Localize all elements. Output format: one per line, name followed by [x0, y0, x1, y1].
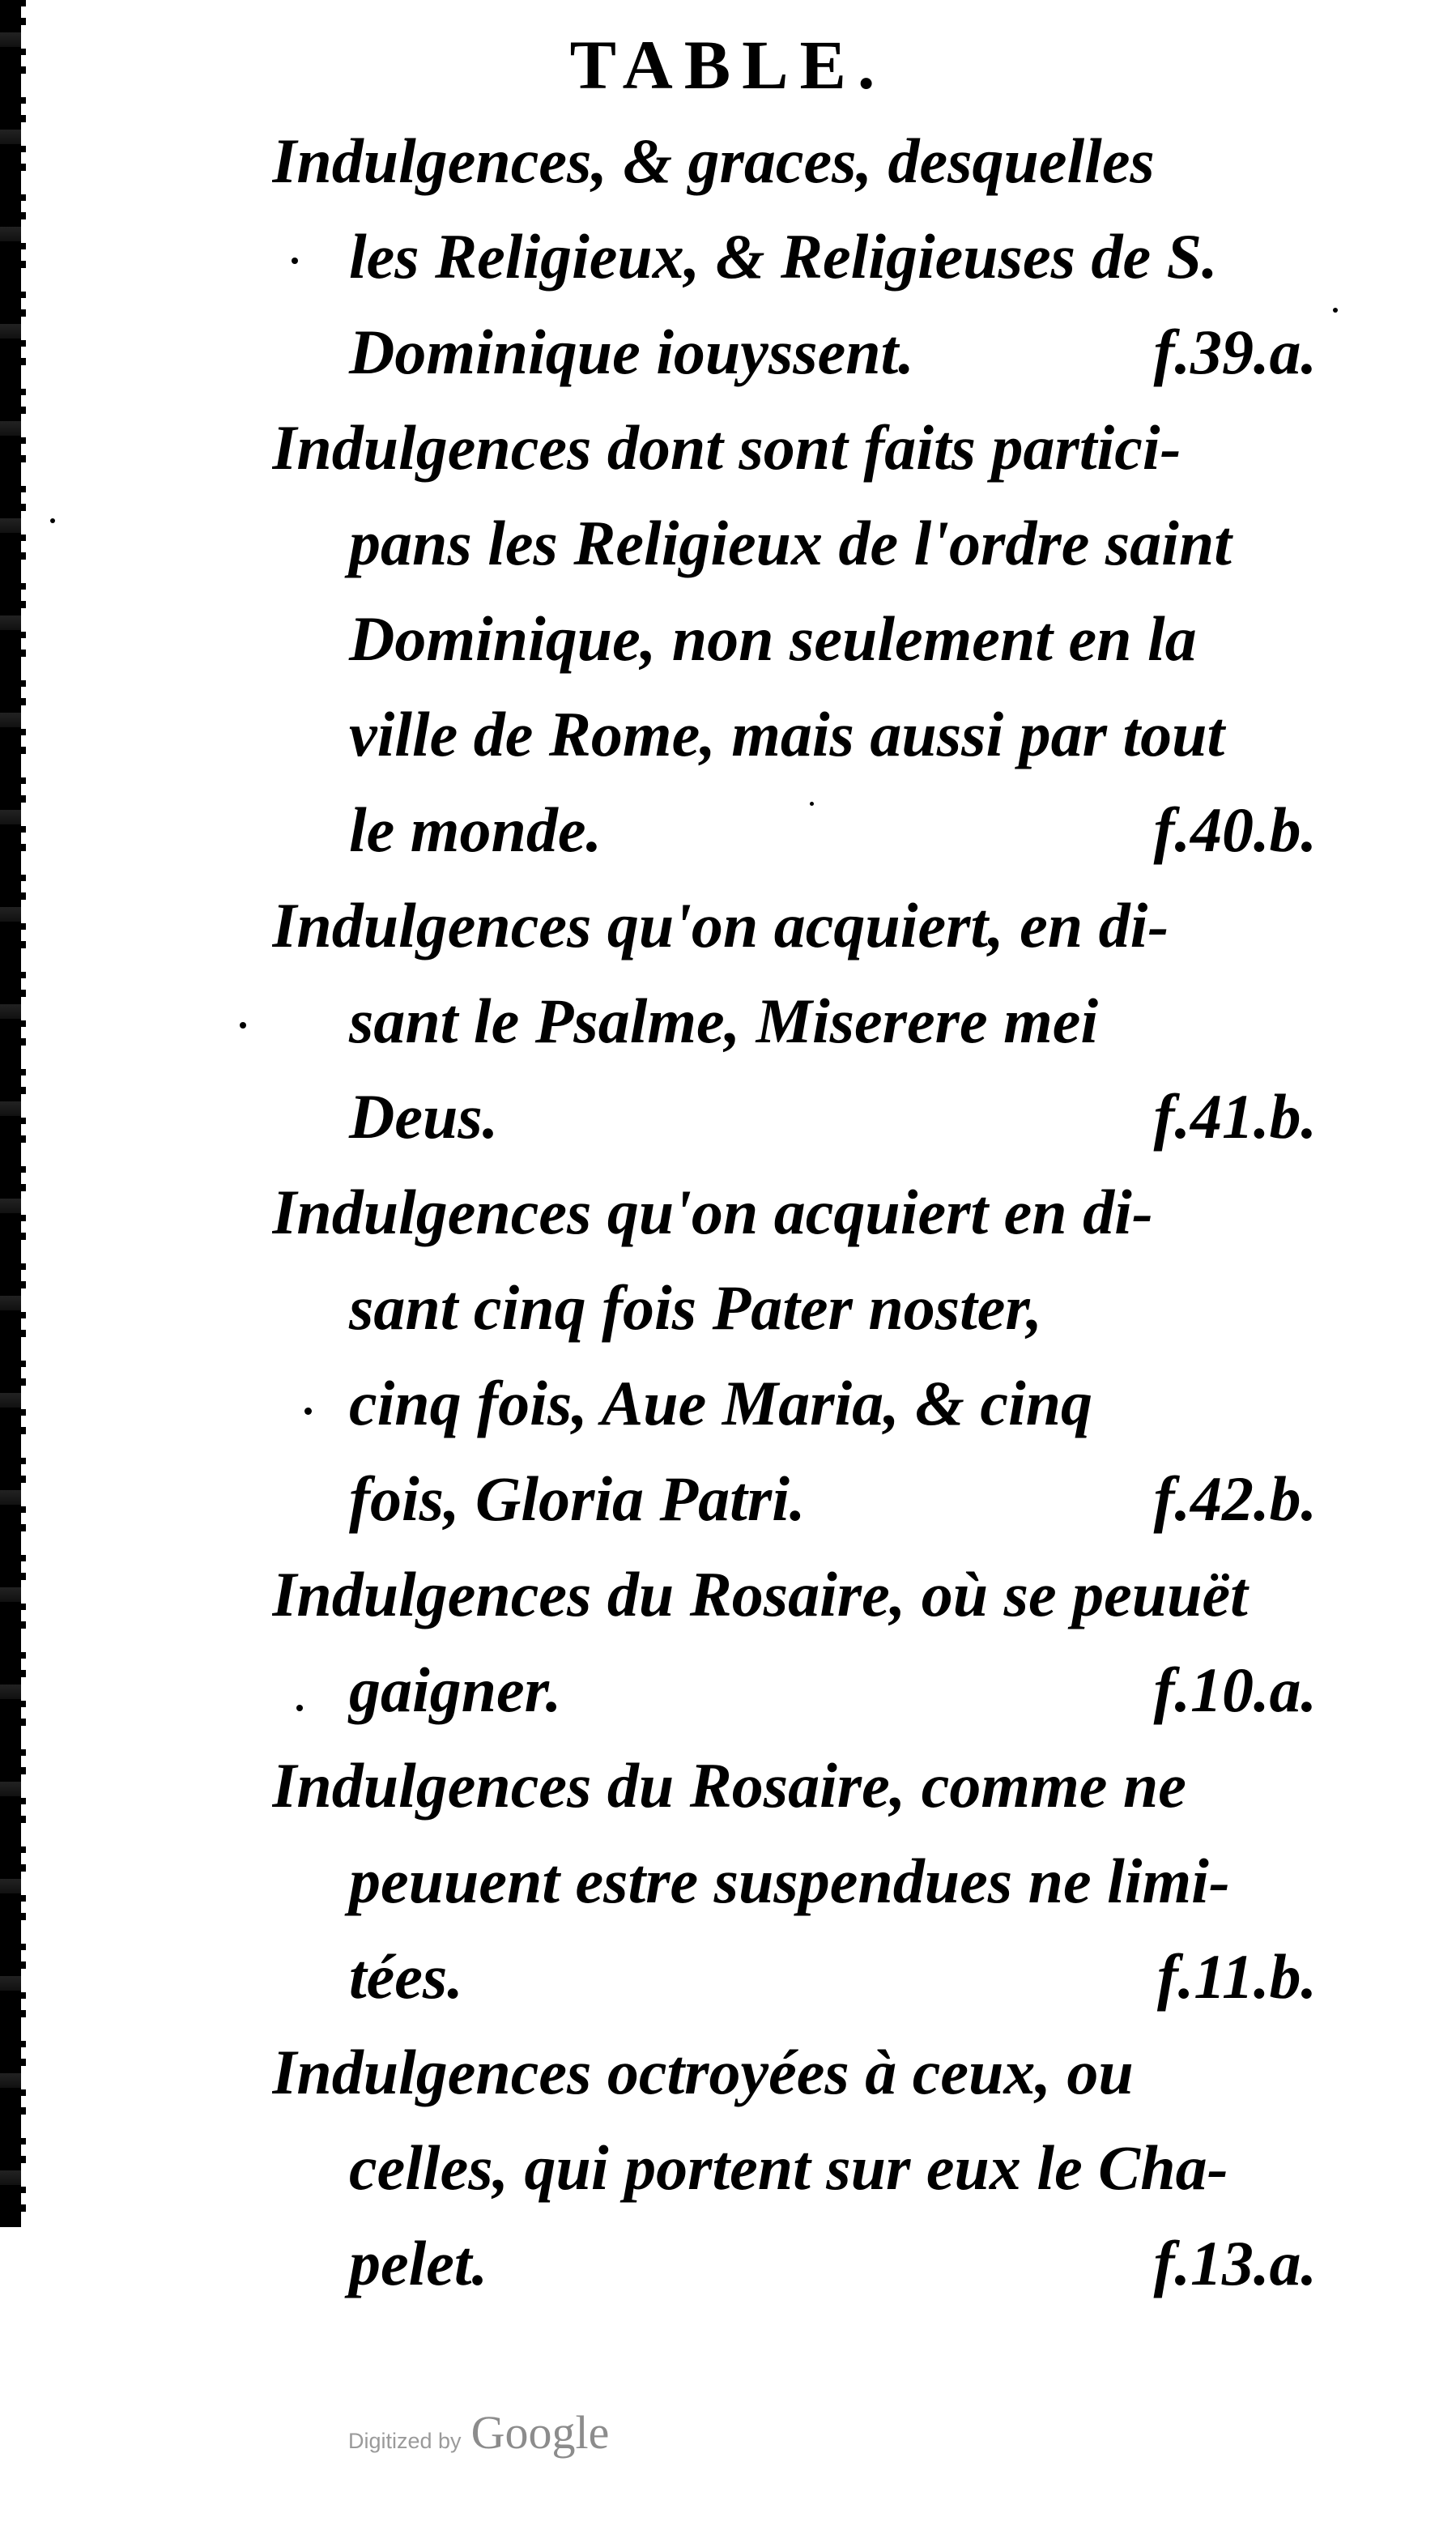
- entry-line: Dominique, non seulement en la: [349, 603, 1197, 674]
- folio-reference: f.39.a.: [1153, 317, 1317, 387]
- page-binding-edge-inner: [21, 0, 26, 2227]
- entry-line: les Religieux, & Religieuses de S.: [349, 221, 1218, 292]
- google-logo: Google: [470, 2406, 610, 2459]
- entry-line: Indulgences qu'on acquiert, en di-: [272, 890, 1169, 960]
- entry-line: sant cinq fois Pater noster,: [349, 1272, 1042, 1343]
- index-entry: [272, 2025, 1325, 2311]
- folio-reference: f.13.a.: [1153, 2228, 1317, 2298]
- folio-reference: f.41.b.: [1153, 1081, 1317, 1152]
- folio-reference: f.10.a.: [1153, 1655, 1317, 1725]
- ink-speck: [296, 1705, 303, 1711]
- page-binding-edge: [0, 0, 21, 2227]
- entry-line: pans les Religieux de l'ordre saint: [349, 508, 1232, 578]
- entry-last-line: [272, 1451, 1325, 1547]
- entry-last-line: [272, 2216, 1325, 2311]
- entry-line: Indulgences dont sont faits partici-: [272, 412, 1181, 483]
- entry-line: Indulgences qu'on acquiert en di-: [272, 1177, 1153, 1247]
- entry-line-text: le monde.: [349, 794, 602, 865]
- folio-reference: f.40.b.: [1153, 794, 1317, 865]
- entry-line-text: Deus.: [349, 1081, 499, 1152]
- folio-reference: f.42.b.: [1153, 1463, 1317, 1534]
- index-entry: [272, 878, 1325, 1165]
- ink-speck: [240, 1022, 246, 1029]
- entry-line: sant le Psalme, Miserere mei: [349, 986, 1099, 1056]
- index-entry: [272, 400, 1325, 878]
- watermark-prefix: Digitized by: [348, 2429, 462, 2453]
- ink-speck: [304, 1408, 312, 1415]
- ink-speck: [292, 258, 298, 264]
- entry-line: celles, qui portent sur eux le Cha-: [349, 2132, 1228, 2203]
- ink-speck: [50, 518, 55, 523]
- ink-speck: [1333, 308, 1338, 313]
- index-entry: [272, 113, 1325, 400]
- entry-line-text: gaigner.: [349, 1655, 562, 1725]
- folio-reference: f.11.b.: [1156, 1941, 1317, 2012]
- entry-line: Indulgences octroyées à ceux, ou: [272, 2037, 1134, 2107]
- entry-line: cinq fois, Aue Maria, & cinq: [349, 1368, 1093, 1438]
- entry-line-text: fois, Gloria Patri.: [349, 1463, 806, 1534]
- entry-line: Indulgences, & graces, desquelles: [272, 126, 1155, 196]
- entry-line: Indulgences du Rosaire, comme ne: [272, 1750, 1186, 1821]
- index-entry: [272, 1547, 1325, 1738]
- entry-line-text: pelet.: [349, 2228, 488, 2298]
- entry-last-line: [272, 782, 1325, 878]
- entry-last-line: [272, 1642, 1325, 1738]
- index-entry: [272, 1165, 1325, 1547]
- entry-line-text: tées.: [349, 1941, 463, 2012]
- entry-line: ville de Rome, mais aussi par tout: [349, 699, 1225, 769]
- entry-line: Indulgences du Rosaire, où se peuuët: [272, 1559, 1248, 1629]
- index-entry-list: [272, 113, 1325, 2311]
- running-head: TABLE.: [569, 26, 887, 104]
- ink-speck: [810, 802, 814, 806]
- entry-line-text: Dominique iouyssent.: [349, 317, 914, 387]
- entry-last-line: [272, 1929, 1325, 2025]
- entry-last-line: [272, 305, 1325, 400]
- entry-last-line: [272, 1069, 1325, 1165]
- digitized-watermark: [348, 2405, 609, 2460]
- entry-line: peuuent estre suspendues ne limi-: [349, 1846, 1230, 1916]
- index-entry: [272, 1738, 1325, 2025]
